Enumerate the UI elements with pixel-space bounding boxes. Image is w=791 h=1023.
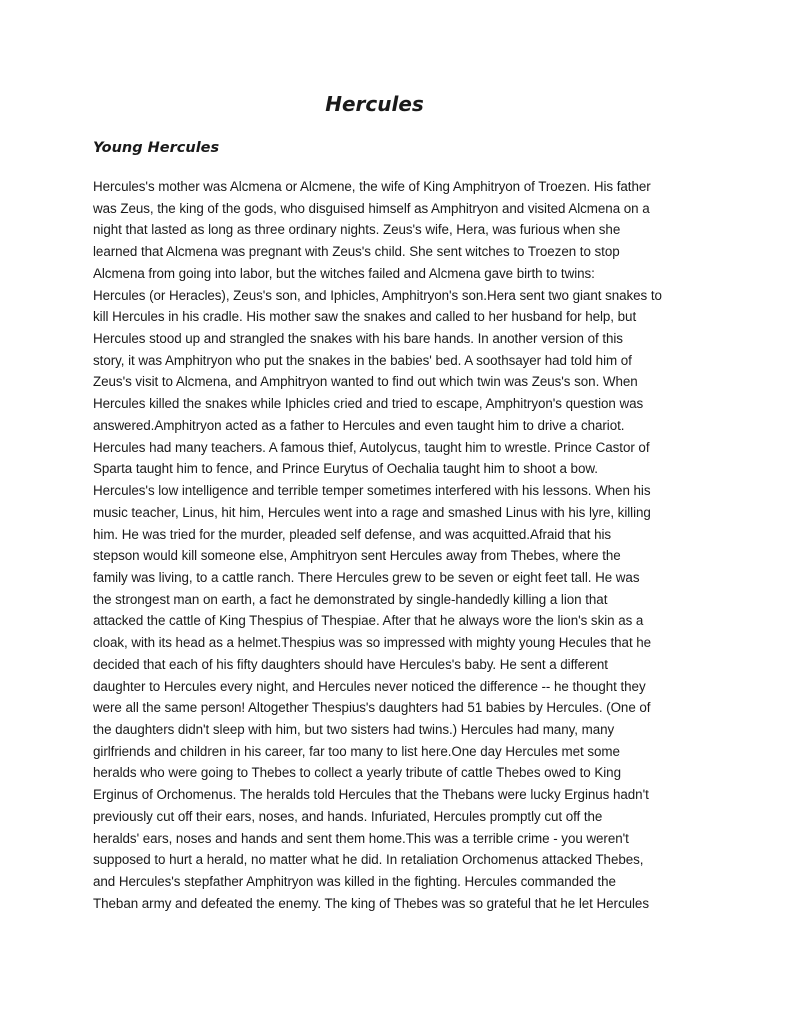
text-line: cloak, with its head as a helmet.Thespius was so impressed with mighty young Hecules that he bbox=[93, 635, 652, 651]
text-line: learned that Alcmena was pregnant with Zeus's child. She sent witches to Troezen to stop bbox=[93, 244, 620, 260]
text-line: Hercules killed the snakes while Iphicles cried and tried to escape, Amphitryon's question was bbox=[93, 396, 644, 412]
text-line: night that lasted as long as three ordinary nights. Zeus's wife, Hera, was furious when she bbox=[93, 222, 621, 238]
text-line: Hercules (or Heracles), Zeus's son, and Iphicles, Amphitryon's son.Hera sent two giant snakes to bbox=[93, 287, 662, 303]
text-line: Hercules's low intelligence and terrible temper sometimes interfered with his lessons. When his bbox=[93, 483, 651, 499]
text-line: daughter to Hercules every night, and Hercules never noticed the difference -- he thought they bbox=[93, 678, 646, 694]
page-title: Hercules bbox=[325, 92, 424, 116]
text-line: family was living, to a cattle ranch. There Hercules grew to be seven or eight feet tall. He was bbox=[93, 569, 640, 585]
text-line: Alcmena from going into labor, but the witches failed and Alcmena gave birth to twins: bbox=[93, 265, 595, 281]
text-line: were all the same person! Altogether Thespius's daughters had 51 babies by Hercules. (One of bbox=[93, 700, 651, 716]
text-line: Theban army and defeated the enemy. The king of Thebes was so grateful that he let Hercules bbox=[93, 895, 649, 911]
text-line: supposed to hurt a herald, no matter what he did. In retaliation Orchomenus attacked Thebes, bbox=[93, 852, 644, 868]
text-line: Zeus's visit to Alcmena, and Amphitryon wanted to find out which twin was Zeus's son. When bbox=[93, 374, 638, 390]
text-line: stepson would kill someone else, Amphitryon sent Hercules away from Thebes, where the bbox=[93, 548, 621, 564]
text-line: the strongest man on earth, a fact he demonstrated by single-handedly killing a lion that bbox=[93, 591, 608, 607]
text-line: heralds' ears, noses and hands and sent them home.This was a terrible crime - you weren't bbox=[93, 830, 629, 846]
body-text bbox=[93, 176, 703, 914]
text-line: the daughters didn't sleep with him, but two sisters had twins.) Hercules had many, many bbox=[93, 721, 615, 737]
text-line: Sparta taught him to fence, and Prince Eurytus of Oechalia taught him to shoot a bow. bbox=[93, 461, 598, 477]
text-line: Hercules's mother was Alcmena or Alcmene, the wife of King Amphitryon of Troezen. His father bbox=[93, 179, 651, 194]
text-line: decided that each of his fifty daughters should have Hercules's baby. He sent a different bbox=[93, 656, 608, 672]
text-line: music teacher, Linus, hit him, Hercules went into a rage and smashed Linus with his lyre, killing bbox=[93, 504, 651, 520]
section-heading: Young Hercules bbox=[93, 140, 220, 156]
text-line: previously cut off their ears, noses, and hands. Infuriated, Hercules promptly cut off the bbox=[93, 808, 603, 824]
text-line: Hercules had many teachers. A famous thief, Autolycus, taught him to wrestle. Prince Castor of bbox=[93, 439, 650, 455]
text-line: story, it was Amphitryon who put the snakes in the babies' bed. A soothsayer had told him of bbox=[93, 352, 632, 368]
text-line: girlfriends and children in his career, far too many to list here.One day Hercules met some bbox=[93, 743, 620, 759]
text-line: kill Hercules in his cradle. His mother saw the snakes and called to her husband for help, but bbox=[93, 309, 637, 325]
text-line: him. He was tried for the murder, pleaded self defense, and was acquitted.Afraid that his bbox=[93, 526, 612, 542]
text-line: was Zeus, the king of the gods, who disguised himself as Amphitryon and visited Alcmena on a bbox=[93, 200, 650, 216]
text-line: attacked the cattle of King Thespius of Thespiae. After that he always wore the lion's skin as a bbox=[93, 613, 644, 629]
text-line: Hercules stood up and strangled the snakes with his bare hands. In another version of this bbox=[93, 331, 623, 347]
text-line: and Hercules's stepfather Amphitryon was killed in the fighting. Hercules commanded the bbox=[93, 874, 616, 889]
text-line: answered.Amphitryon acted as a father to Hercules and even taught him to drive a chariot. bbox=[93, 417, 625, 433]
text-line: Erginus of Orchomenus. The heralds told Hercules that the Thebans were lucky Erginus hadn't bbox=[93, 787, 649, 803]
text-line: heralds who were going to Thebes to collect a yearly tribute of cattle Thebes owed to King bbox=[93, 765, 621, 781]
